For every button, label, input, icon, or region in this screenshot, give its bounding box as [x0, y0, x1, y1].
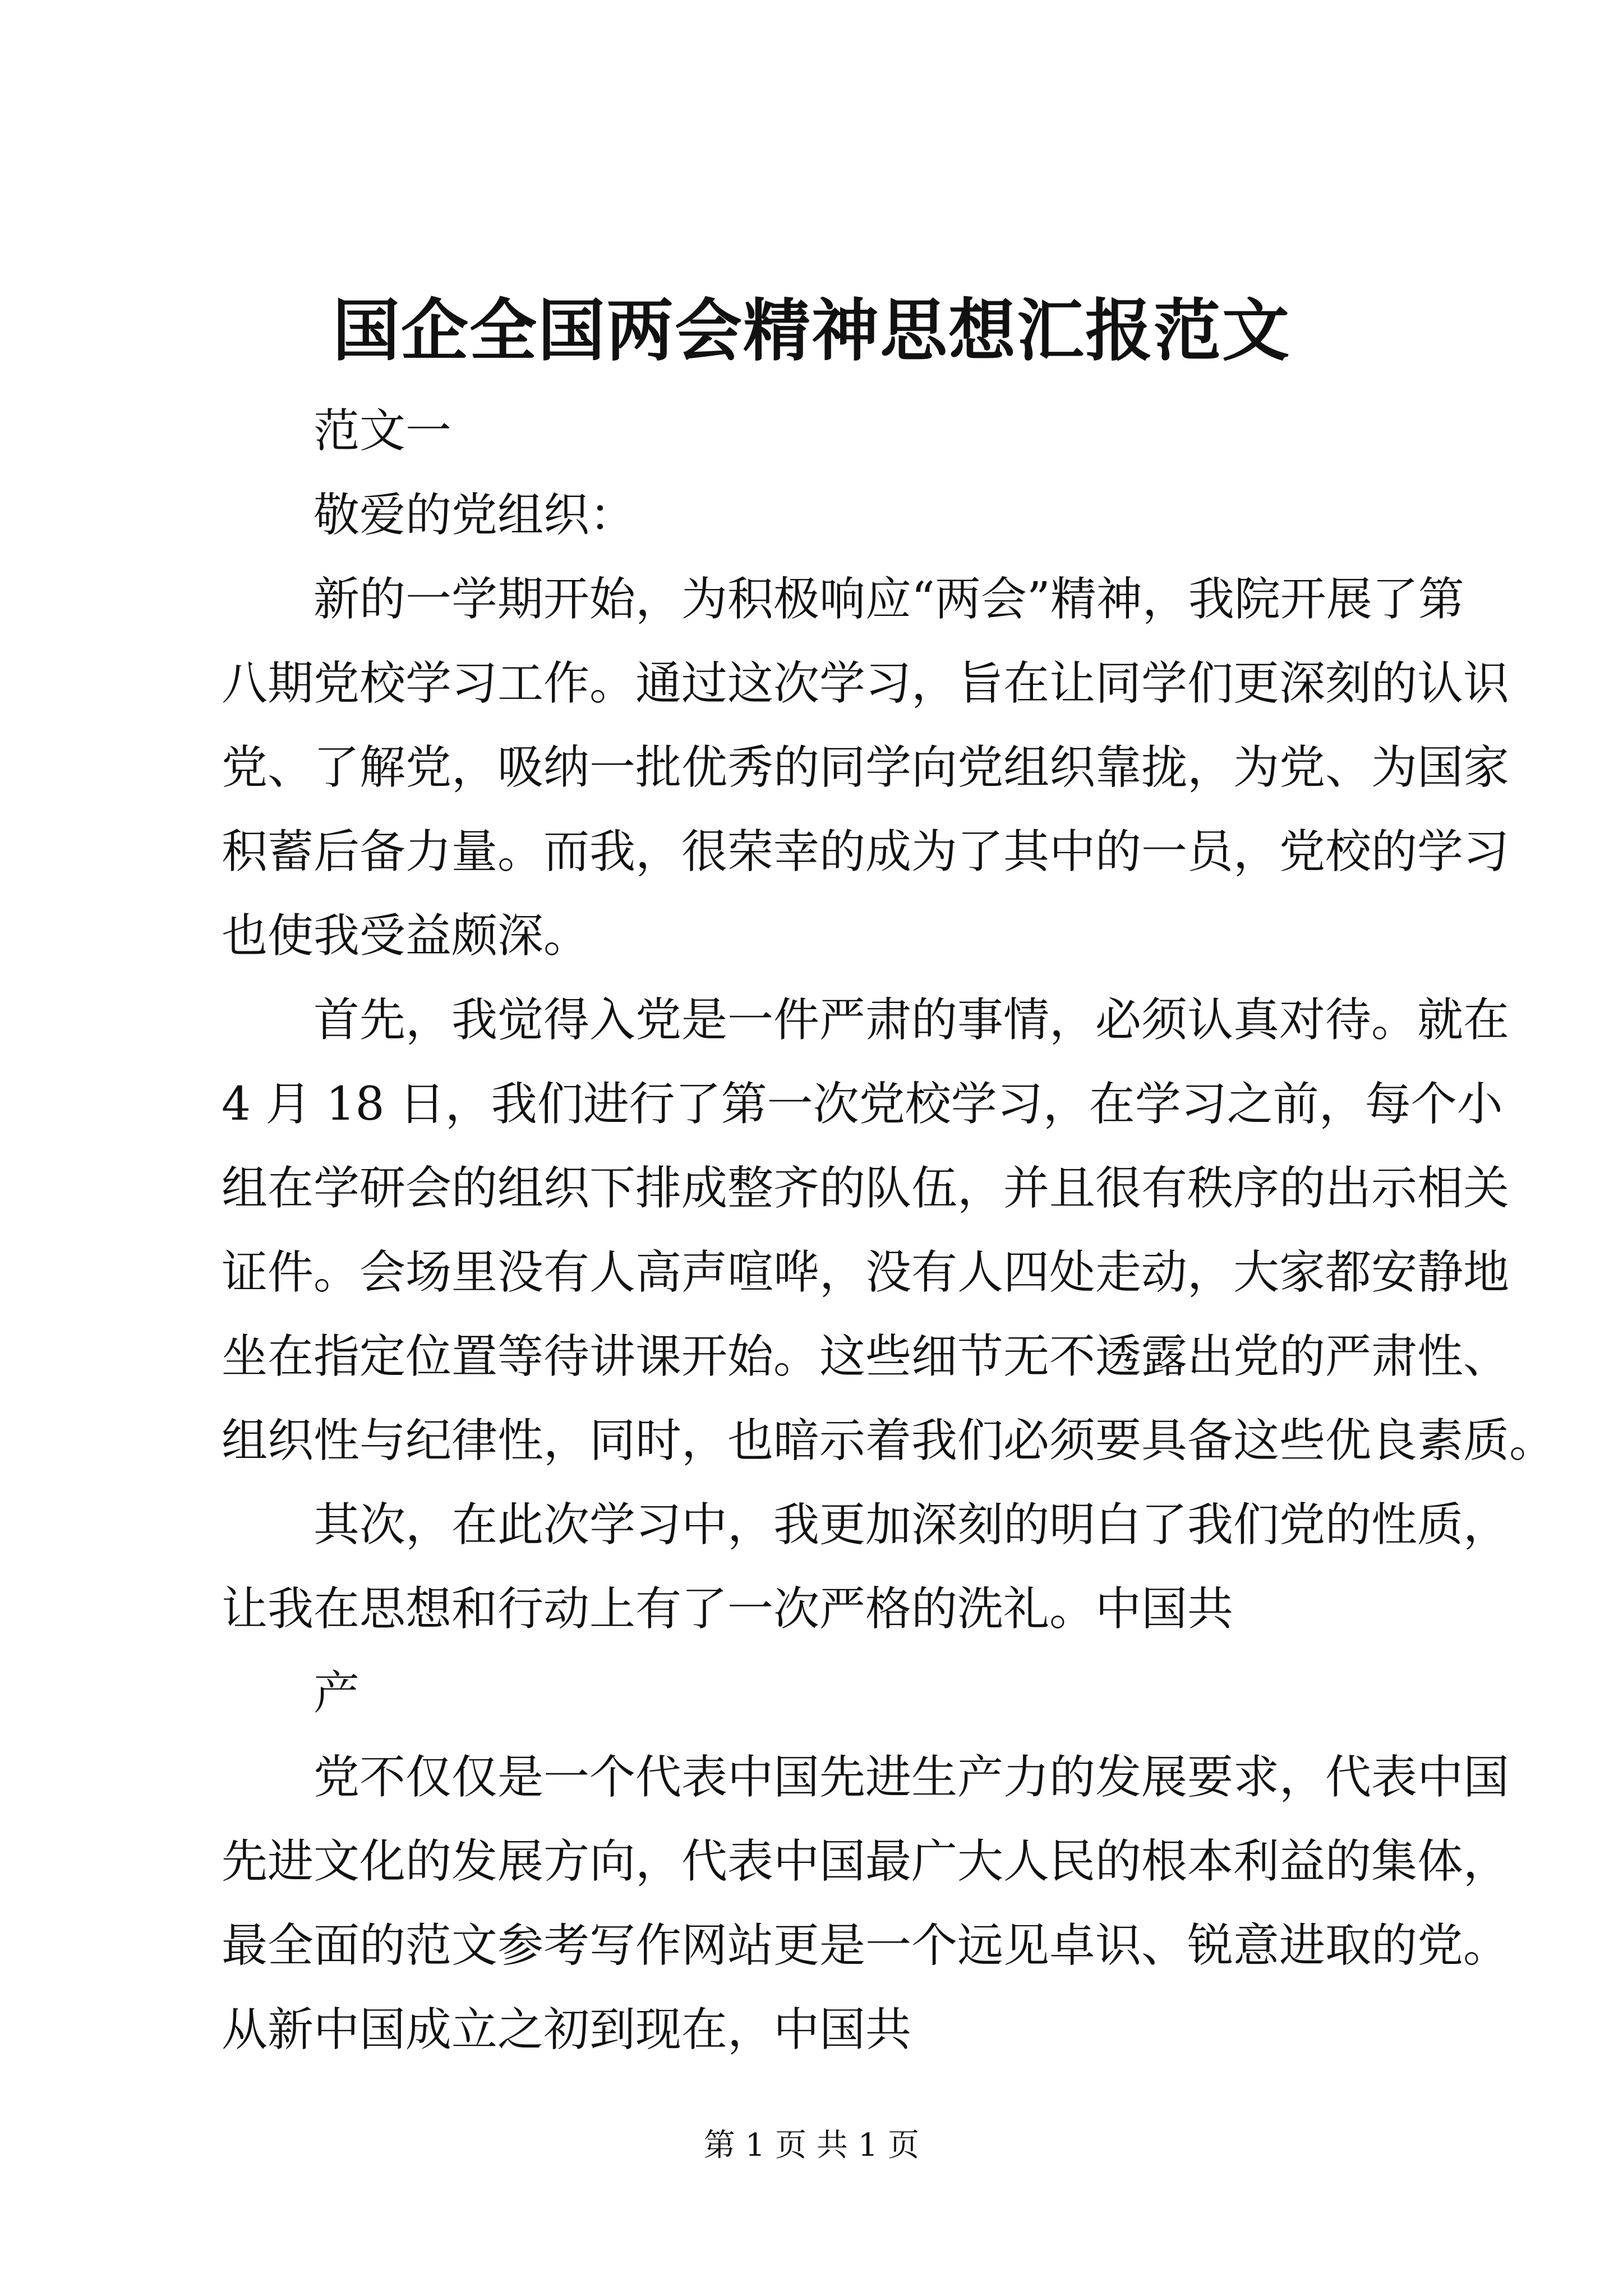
- paragraph-line: 也使我受益颇深。: [222, 909, 590, 963]
- paragraph-line: 组在学研会的组织下排成整齐的队伍，并且很有秩序的出示相关: [222, 1162, 1510, 1215]
- paragraph-line: 范文一: [313, 404, 452, 458]
- paragraph-line: 敬爱的党组织：: [313, 489, 636, 542]
- paragraph-line: 组织性与纪律性，同时，也暗示着我们必须要具备这些优良素质。: [222, 1414, 1556, 1467]
- paragraph-line: 其次，在此次学习中，我更加深刻的明白了我们党的性质，: [313, 1498, 1510, 1552]
- paragraph-line: 积蓄后备力量。而我，很荣幸的成为了其中的一员，党校的学习: [222, 825, 1510, 878]
- document-body: [222, 389, 1556, 2072]
- paragraph-line: 八期党校学习工作。通过这次学习，旨在让同学们更深刻的认识: [222, 657, 1510, 710]
- paragraph-line: 党不仅仅是一个代表中国先进生产力的发展要求，代表中国: [313, 1751, 1510, 1804]
- paragraph-line: 让我在思想和行动上有了一次严格的洗礼。中国共: [222, 1582, 1234, 1636]
- paragraph-line: 4 月 18 日，我们进行了第一次党校学习，在学习之前，每个小: [222, 1078, 1503, 1131]
- paragraph-line: 首先，我觉得入党是一件严肃的事情，必须认真对待。就在: [313, 993, 1510, 1047]
- paragraph-line: 先进文化的发展方向，代表中国最广大人民的根本利益的集体，: [222, 1835, 1510, 1888]
- paragraph-line: 最全面的范文参考写作网站更是一个远见卓识、锐意进取的党。: [222, 1919, 1510, 1972]
- paragraph-line: 党、了解党，吸纳一批优秀的同学向党组织靠拢，为党、为国家: [222, 741, 1510, 794]
- page-footer: 第 1 页 共 1 页: [703, 2127, 920, 2164]
- paragraph-line: 产: [313, 1667, 360, 1720]
- paragraph-line: 新的一学期开始，为积极响应“两会”精神，我院开展了第: [313, 573, 1464, 626]
- paragraph-line: 从新中国成立之初到现在，中国共: [222, 2003, 912, 2056]
- document-title: 国企全国两会精神思想汇报范文: [333, 291, 1290, 370]
- paragraph-line: 证件。会场里没有人高声喧哗，没有人四处走动，大家都安静地: [222, 1246, 1510, 1299]
- paragraph-line: 坐在指定位置等待讲课开始。这些细节无不透露出党的严肃性、: [222, 1330, 1510, 1383]
